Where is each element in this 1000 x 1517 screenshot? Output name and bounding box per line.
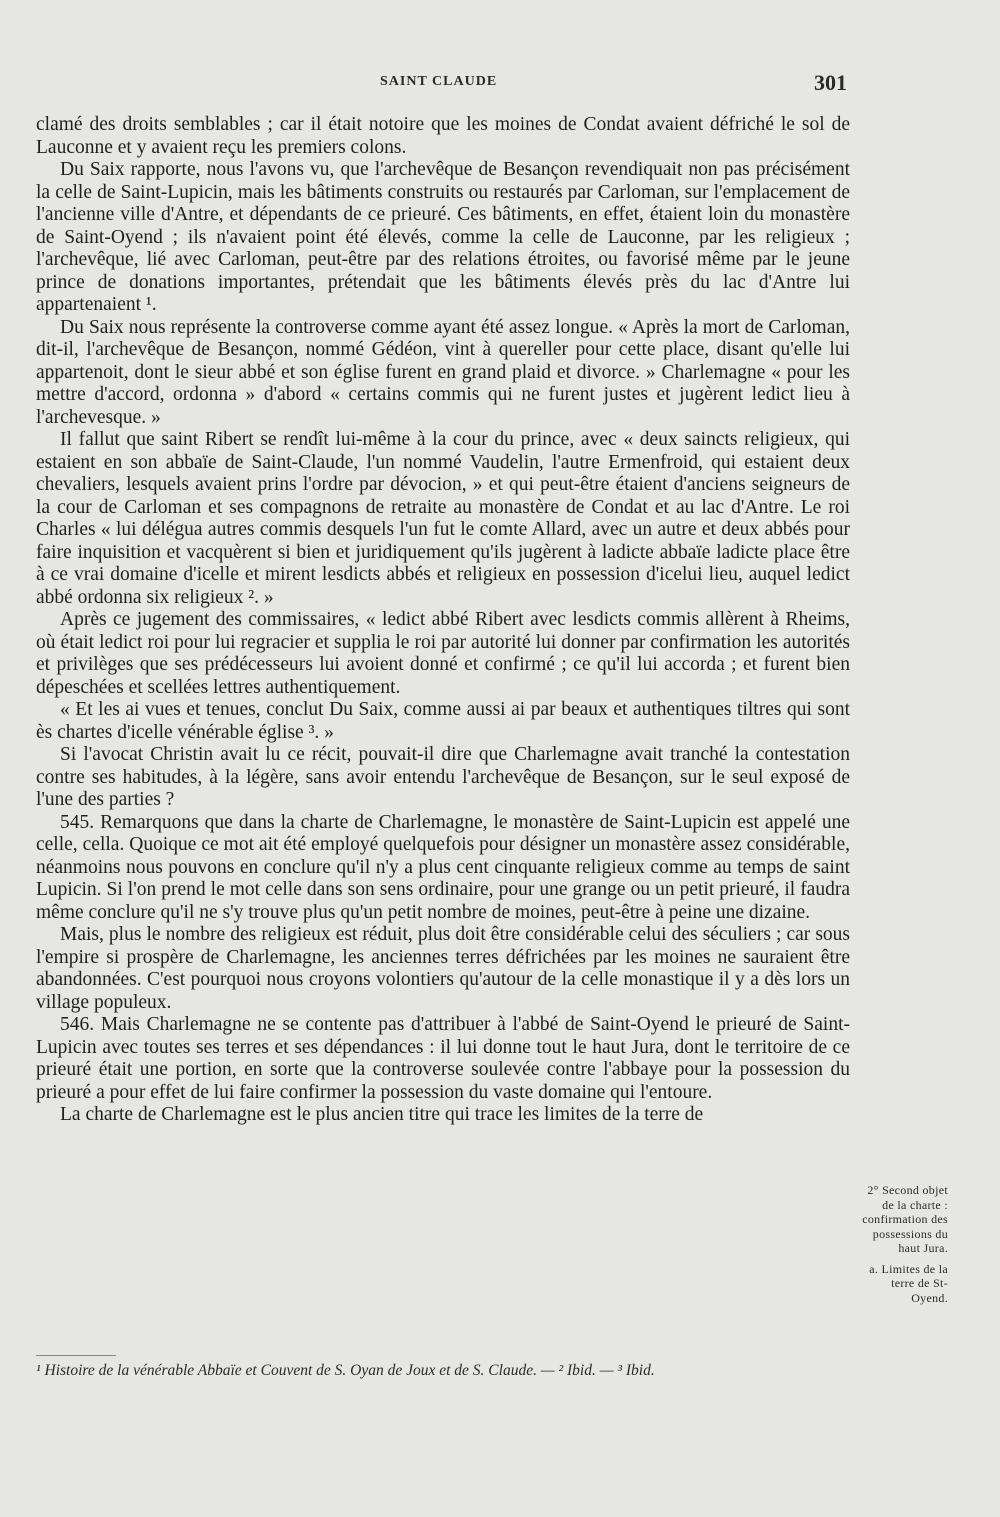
- margin-note: 2° Second objet de la charte : confirmation des possessions du haut Jura.: [862, 1183, 948, 1255]
- paragraph: « Et les ai vues et tenues, conclut Du Saix, comme aussi ai par beaux et authentiques tiltres qui sont ès chartes d'icelle vénérable église ³. »: [36, 699, 850, 743]
- footnote: ¹ Histoire de la vénérable Abbaïe et Couvent de S. Oyan de Joux et de S. Claude. — ² Ibid. — ³ Ibid.: [36, 1362, 655, 1379]
- paragraph: Si l'avocat Christin avait lu ce récit, pouvait-il dire que Charlemagne avait tranché la contestation contre ses habitudes, à la légère, sans avoir entendu l'archevêque de Besançon, sur le seul exposé de l'une des parties ?: [36, 744, 850, 810]
- running-head: [0, 70, 1000, 100]
- paragraph: La charte de Charlemagne est le plus ancien titre qui trace les limites de la terre de: [60, 1104, 704, 1125]
- footnotes: [36, 1362, 850, 1380]
- paragraph: 546. Mais Charlemagne ne se contente pas d'attribuer à l'abbé de Saint-Oyend le prieuré de Saint-Lupicin avec toutes ses terres et ses dépendances : il lui donne tout le haut Jura, dont le territoire de ce prieuré était une portion, en sorte que la controverse soulevée contre l'abbaye pour la possession du prieuré a pour effet de lui faire confirmer la possession du vaste domaine qui l'entoure.: [36, 1014, 850, 1103]
- body-text: [36, 114, 850, 1127]
- paragraph: 545. Remarquons que dans la charte de Charlemagne, le monastère de Saint-Lupicin est appelé une celle, cella. Quoique ce mot ait été employé quelquefois pour désigner un monastère assez considérable, néanmoins nous pouvons en conclure qu'il n'y a plus cent cinquante religieux comme au temps de saint Lupicin. Si l'on prend le mot celle dans son sens ordinaire, pour une grange ou un petit prieuré, il faudra même conclure qu'il ne s'y trouve plus qu'un petit nombre de moines, peut-être à peine une dizaine.: [36, 811, 850, 923]
- margin-note: a. Limites de la terre de St-Oyend.: [869, 1261, 948, 1305]
- paragraph: clamé des droits semblables ; car il était notoire que les moines de Condat avaient défriché le sol de Lauconne et y avaient reçu les premiers colons.: [36, 114, 850, 158]
- running-title: SAINT CLAUDE: [380, 74, 498, 89]
- paragraph: Du Saix rapporte, nous l'avons vu, que l'archevêque de Besançon revendiquait non pas précisément la celle de Saint-Lupicin, mais les bâtiments construits ou restaurés par Carloman, sur l'emplacement de l'ancienne ville d'Antre, et dépendants de ce prieuré. Ces bâtiments, en effet, étaient loin du monastère de Saint-Oyend ; ils n'avaient point été élevés, comme la celle de Lauconne, par les religieux ; l'archevêque, lié avec Carloman, peut-être par des relations étroites, ou favorisé même par le jeune prince de donations importantes, prétendait que les bâtiments élevés près du lac d'Antre lui appartenaient ¹.: [36, 159, 850, 315]
- paragraph: Après ce jugement des commissaires, « ledict abbé Ribert avec lesdicts commis allèrent à Rheims, où était ledict roi pour lui regracier et supplia le roi par autorité lui donner par confirmation les autorités et privilèges que ses prédécesseurs lui avoient donné et confirmé ; ce qu'il lui accorda ; et furent bien dépeschées et scellées lettres authentiquement.: [36, 609, 850, 698]
- paragraph: Du Saix nous représente la controverse comme ayant été assez longue. « Après la mort de Carloman, dit-il, l'archevêque de Besançon, nommé Gédéon, vint à quereller pour cette place, disant qu'elle lui appartenoit, dont le sieur abbé et son église furent en grand plaid et divorce. » Charlemagne « pour les mettre d'accord, ordonna » d'abord « certains commis qui ne furent justes et jugèrent ledict lieu à l'archevesque. »: [36, 316, 850, 428]
- paragraph: Mais, plus le nombre des religieux est réduit, plus doit être considérable celui des séculiers ; car sous l'empire si prospère de Charlemagne, les anciennes terres défrichées par les moines ne sauraient être abandonnées. C'est pourquoi nous croyons volontiers qu'autour de la celle monastique il y a dès lors un village populeux.: [36, 924, 850, 1013]
- page-number: 301: [814, 70, 847, 95]
- margin-notes: [858, 1183, 948, 1311]
- paragraph: Il fallut que saint Ribert se rendît lui-même à la cour du prince, avec « deux saincts religieux, qui estaient en son abbaïe de Saint-Claude, l'un nommé Vaudelin, l'autre Ermenfroid, qui estaient deux chevaliers, lesquels avaient prins l'ordre par dévocion, » et qui peut-être étaient d'anciens seigneurs de la cour de Carloman et ses compagnons de retraite au monastère de Condat et au lac d'Antre. Le roi Charles « lui délégua autres commis desquels l'un fut le comte Allard, avec un autre et deux abbés pour faire inquisition et vacquèrent si bien et juridiquement qu'ils jugèrent à ladicte abbaïe ladicte place être à ce vrai domaine d'icelle et mirent lesdicts abbés et religieux en possession d'icelui lieu, auquel ledict abbé ordonna six religieux ². »: [36, 429, 850, 608]
- footnote-divider: [36, 1355, 116, 1356]
